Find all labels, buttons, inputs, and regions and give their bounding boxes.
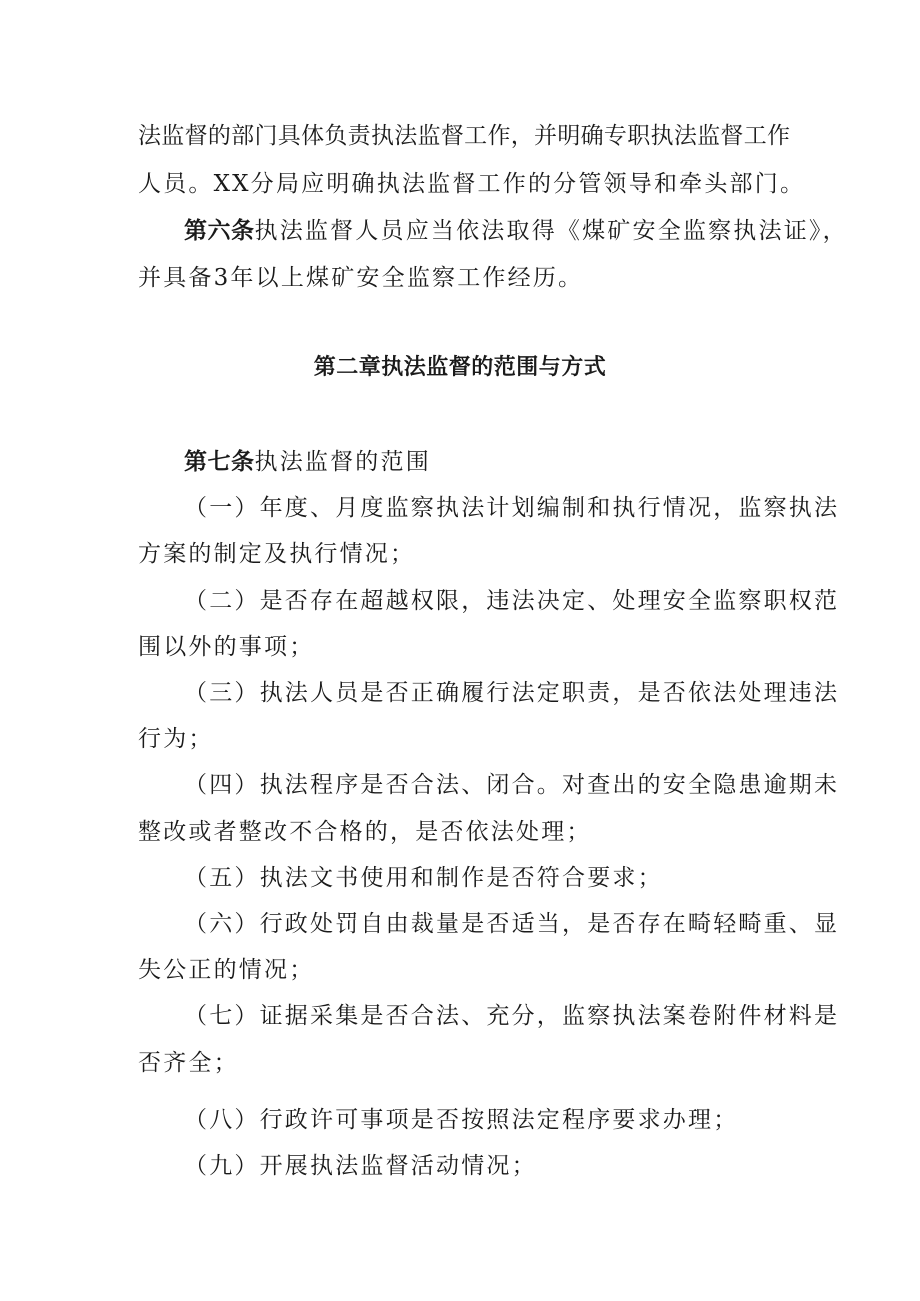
paragraph-line: 并具备3年以上煤矿安全监察工作经历。 [138,265,584,291]
list-item-line: 行为； [138,726,214,752]
paragraph-line: 人员。XX分局应明确执法监督工作的分管领导和牵头部门。 [138,171,806,197]
list-item-line: （一）年度、月度监察执法计划编制和执行情况，监察执法 [184,495,840,521]
list-item-line: （五）执法文书使用和制作是否符合要求； [184,865,663,891]
article-7-paragraph [184,448,431,476]
list-item-line: （四）执法程序是否合法、闭合。对查出的安全隐患逾期未 [184,772,840,798]
list-item-line: （七）证据采集是否合法、充分，监察执法案卷附件材料是 [184,1003,840,1029]
list-item-line: （三）执法人员是否正确履行法定职责，是否依法处理违法 [184,680,840,706]
list-item-line: （六）行政处罚自由裁量是否适当，是否存在畸轻畸重、显 [184,911,840,937]
list-item-line: 整改或者整改不合格的，是否依法处理； [138,819,592,845]
chapter-2-title: 第二章执法监督的范围与方式 [313,355,607,380]
list-item-line: 失公正的情况； [138,957,315,983]
article-7-label: 第七条 [184,449,255,475]
list-item-line: （八）行政许可事项是否按照法定程序要求办理； [184,1107,739,1133]
list-item-line: （九）开展执法监督活动情况； [184,1153,537,1179]
paragraph-line: 法监督的部门具体负责执法监督工作，并明确专职执法监督工作 [138,123,790,149]
list-item-line: 围以外的事项； [138,634,315,660]
article-6-label: 第六条 [184,218,255,244]
list-item-line: 方案的制定及执行情况； [138,541,416,567]
article-6-paragraph [184,217,848,245]
list-item-line: 否齐全； [138,1050,239,1076]
article-6-text: 执法监督人员应当依法取得《煤矿安全监察执法证》， [254,218,848,244]
list-item-line: （二）是否存在超越权限，违法决定、处理安全监察职权范 [184,588,840,614]
article-7-text: 执法监督的范围 [254,449,431,475]
